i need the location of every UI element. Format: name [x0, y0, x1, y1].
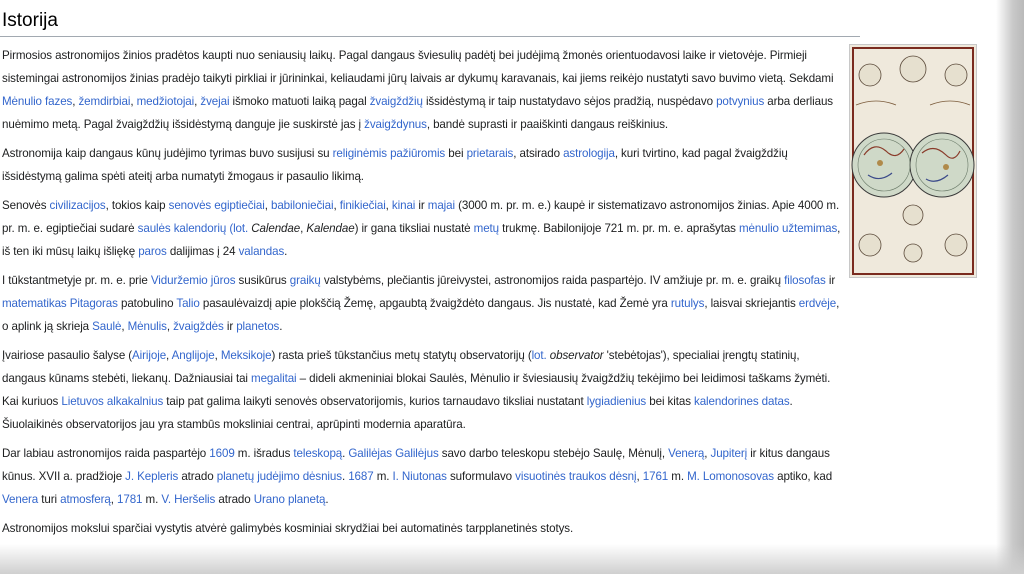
text-run: , tokios kaip — [105, 199, 169, 212]
wiki-link[interactable]: Pitagoras — [69, 297, 118, 310]
text-run: (3000 m. pr. m. e.) kaupė ir sistematizavo astronomijos žinias. Apie 4000 m. pr. m. e. egiptiečiai sudarė — [2, 199, 840, 235]
text-run: . — [279, 320, 283, 333]
text-run: , — [264, 199, 271, 212]
wiki-link[interactable]: lot. — [531, 349, 547, 362]
wiki-link[interactable]: žvaigždžių — [369, 95, 423, 108]
wiki-link[interactable]: potvynius — [716, 95, 765, 108]
wiki-link[interactable]: valandas — [238, 245, 285, 258]
wiki-link[interactable]: rutulys — [670, 297, 705, 310]
wiki-link[interactable]: graikų — [289, 274, 321, 287]
wiki-link[interactable]: civilizacijos — [49, 199, 106, 212]
text-run: , — [166, 320, 174, 333]
wiki-link[interactable]: visuotinės traukos dėsnį — [515, 470, 637, 483]
article-paragraph — [2, 194, 842, 263]
text-run: , — [704, 447, 711, 460]
wiki-link[interactable]: žvaigždynus — [364, 118, 427, 131]
text-run: atrado — [215, 493, 254, 506]
wiki-link[interactable]: kinai — [391, 199, 416, 212]
wiki-link[interactable]: planetų judėjimo dėsnius — [216, 470, 342, 483]
text-run: valstybėms, plečiantis jūreivystei, astronomijos raida paspartėjo. IV amžiuje pr. m. e. graikų — [320, 274, 785, 287]
text-run: Astronomija kaip dangaus kūnų judėjimo tyrimas buvo susijusi su — [2, 147, 333, 160]
text-run: , — [636, 470, 643, 483]
text-run: , bandė suprasti ir paaiškinti dangaus reiškinius. — [426, 118, 669, 131]
wiki-link[interactable]: Mėnulio fazes — [2, 95, 73, 108]
wiki-link[interactable]: Lietuvos alkakalnius — [61, 395, 164, 408]
wiki-link[interactable]: Galilėjas Galilėjus — [348, 447, 439, 460]
text-run: , kuri tvirtino, kad pagal žvaigždžių išsidėstymą galima spėti ateitį arba numatyti žmogaus ir pasaulio likimą. — [2, 147, 788, 183]
text-run: – dideli akmeniniai blokai Saulės, Mėnulio ir šviesiausių žvaigždžių tekėjimo bei leidimosi taškams žymėti. Kai kuriuos — [2, 372, 831, 408]
article-paragraph — [2, 44, 842, 136]
text-run: savo darbo teleskopu stebėjo Saulę, Mėnulį, — [438, 447, 669, 460]
wiki-link[interactable]: Talio — [176, 297, 200, 310]
text-run: . — [341, 470, 349, 483]
wiki-link[interactable]: Urano planetą — [253, 493, 326, 506]
text-run: 'stebėtojas'), specialiai įrengtų statinių, dangaus kūnams stebėti, liekanų. Dažniausiai tai — [2, 349, 800, 385]
text-run: m. — [373, 470, 393, 483]
wiki-link[interactable]: filosofas — [784, 274, 826, 287]
wiki-link[interactable]: lygiadienius — [586, 395, 647, 408]
text-run: I tūkstantmetyje pr. m. e. prie — [2, 274, 151, 287]
wiki-link[interactable]: Venerą — [668, 447, 705, 460]
text-run: Pirmosios astronomijos žinios pradėtos kaupti nuo seniausių laikų. Pagal dangaus šviesulių padėtį bei judėjimą žmonės orientuodavosi laike ir vietovėje. Pirmieji sistemingai astronomijos žinias pradėjo taikyti pirkliai ir jūrininkai, keliaudami jūrų laivais ar dykumų karavanais, kai jiems reikėjo nustatyti savo buvimo vietą. Sekdami — [2, 49, 834, 85]
text-run: ir — [825, 274, 836, 287]
text-run: m. išradus — [234, 447, 294, 460]
article-body — [2, 44, 842, 546]
text-run: , laisvai skriejantis — [704, 297, 799, 310]
text-run: Senovės — [2, 199, 50, 212]
text-run: , — [214, 349, 221, 362]
article-paragraph — [2, 269, 842, 338]
wiki-link[interactable]: Mėnulis — [127, 320, 167, 333]
wiki-link[interactable]: Anglijoje — [171, 349, 215, 362]
wiki-link[interactable]: 1609 — [209, 447, 235, 460]
wiki-link[interactable]: paros — [138, 245, 167, 258]
wiki-link[interactable]: senovės egiptiečiai — [168, 199, 265, 212]
text-run: ir — [223, 320, 237, 333]
wiki-link[interactable]: žvejai — [200, 95, 230, 108]
wiki-link[interactable]: mėnulio užtemimas — [739, 222, 838, 235]
text-run: išsidėstymą ir taip nustatydavo sėjos pradžią, nuspėdavo — [422, 95, 717, 108]
wiki-link[interactable]: religinėmis pažiūromis — [332, 147, 446, 160]
text-run: . — [284, 245, 288, 258]
text-run: , — [110, 493, 118, 506]
text-run: Astronomijos mokslui sparčiai vystytis atvėrė galimybės kosminiai skrydžiai bei automatinės tarpplanetinės stotys. — [2, 522, 574, 535]
article-paragraph — [2, 517, 842, 540]
wiki-link[interactable]: 1781 — [117, 493, 143, 506]
text-run: Dar labiau astronomijos raida paspartėjo — [2, 447, 210, 460]
article-paragraph — [2, 442, 842, 511]
wiki-link[interactable]: (lot. — [229, 222, 249, 235]
celestial-map-image — [850, 45, 976, 277]
text-run: bei — [445, 147, 467, 160]
text-run: , — [121, 320, 128, 333]
text-run: bei kitas — [646, 395, 695, 408]
wiki-link[interactable]: majai — [427, 199, 455, 212]
wiki-link[interactable]: matematikas — [2, 297, 67, 310]
text-run: . — [342, 447, 349, 460]
wiki-link[interactable]: Saulė — [92, 320, 122, 333]
wiki-link[interactable]: astrologija — [563, 147, 615, 160]
wiki-link[interactable]: medžiotojai — [136, 95, 195, 108]
wiki-link[interactable]: M. Lomonosovas — [687, 470, 774, 483]
wiki-link[interactable]: babiloniečiai — [270, 199, 334, 212]
wiki-link[interactable]: J. Kepleris — [125, 470, 179, 483]
text-run: , o aplink ją skrieja — [2, 297, 840, 333]
wiki-link[interactable]: Meksikoje — [220, 349, 272, 362]
text-run: , — [194, 95, 201, 108]
text-run: ir — [415, 199, 428, 212]
text-run: išmoko matuoti laiką pagal — [229, 95, 370, 108]
text-run: , — [130, 95, 137, 108]
text-run: ) rasta prieš tūkstančius metų statytų observatorijų ( — [271, 349, 532, 362]
text-run: , — [300, 222, 307, 235]
wiki-link[interactable]: saulės kalendorių — [137, 222, 227, 235]
text-run: . Šiuolaikinės observatorijos jau yra stambūs moksliniai centrai, aprūpinti modernia aparatūra. — [2, 395, 793, 431]
text-run: trukmę. Babilonijoje 721 m. pr. m. e. aprašytas — [499, 222, 739, 235]
wiki-link[interactable]: planetos — [236, 320, 280, 333]
text-run: , — [72, 95, 79, 108]
text-run: arba derliaus nuėmimo metą. Pagal žvaigždžių išsidėstymą danguje jie suskirstė jas į — [2, 95, 834, 131]
italic-term: Kalendae — [306, 222, 355, 235]
celestial-map-thumbnail[interactable] — [849, 44, 977, 278]
wiki-link[interactable]: finikiečiai — [339, 199, 386, 212]
heading-divider — [0, 36, 860, 37]
wiki-link[interactable]: Jupiterį — [710, 447, 748, 460]
article-paragraph — [2, 142, 842, 188]
wiki-link[interactable]: prietarais — [466, 147, 514, 160]
article-paragraph — [2, 344, 842, 436]
text-run: . — [325, 493, 329, 506]
wiki-link[interactable]: Venera — [2, 493, 39, 506]
text-run: , atsirado — [513, 147, 564, 160]
wiki-link[interactable]: 1687 — [348, 470, 374, 483]
text-run: patobulino — [117, 297, 177, 310]
text-run: aptiko, kad — [773, 470, 833, 483]
wiki-link[interactable]: Airijoje — [132, 349, 167, 362]
wiki-link[interactable]: atmosferą — [60, 493, 111, 506]
text-run: m. — [668, 470, 688, 483]
text-run: ) ir gana tiksliai nustatė — [354, 222, 474, 235]
text-run: , — [166, 349, 172, 362]
wiki-link[interactable]: megalitai — [251, 372, 297, 385]
italic-term: observator — [549, 349, 604, 362]
wiki-link[interactable]: metų — [473, 222, 500, 235]
text-run: pasaulėvaizdį apie plokščią Žemę, apgaubtą žvaigždėto dangaus. Jis nustatė, kad Žemė yra — [199, 297, 671, 310]
text-run: , — [333, 199, 340, 212]
wiki-link[interactable]: erdvėje — [798, 297, 837, 310]
wiki-link[interactable]: V. Heršelis — [161, 493, 216, 506]
section-heading: Istorija — [2, 10, 58, 31]
italic-term: Calendae — [251, 222, 301, 235]
text-run: Įvairiose pasaulio šalyse ( — [2, 349, 133, 362]
text-run: susikūrus — [235, 274, 290, 287]
page-edge-shadow — [996, 0, 1024, 574]
page-bottom-shadow — [0, 544, 1024, 574]
text-run: turi — [38, 493, 61, 506]
text-run: ir kitus dangaus kūnus. XVII a. pradžioje — [2, 447, 830, 483]
text-run: , iš ten iki mūsų laikų išliękę — [2, 222, 841, 258]
text-run: atrado — [178, 470, 217, 483]
wiki-link[interactable]: Viduržemio jūros — [150, 274, 236, 287]
wiki-link[interactable]: I. Niutonas — [392, 470, 447, 483]
wiki-link[interactable]: žvaigždės — [173, 320, 224, 333]
text-run: suformulavo — [446, 470, 516, 483]
text-run: , — [385, 199, 392, 212]
wiki-link[interactable]: teleskopą — [293, 447, 343, 460]
text-run: taip pat galima laikyti senovės observatorijomis, kurios tarnaudavo tiksliai nustatant — [163, 395, 587, 408]
wiki-link[interactable]: 1761 — [642, 470, 669, 483]
wiki-link[interactable]: kalendorines datas — [694, 395, 790, 408]
wiki-link[interactable]: žemdirbiai — [78, 95, 131, 108]
text-run: dalijimas į 24 — [166, 245, 239, 258]
text-run: m. — [142, 493, 162, 506]
